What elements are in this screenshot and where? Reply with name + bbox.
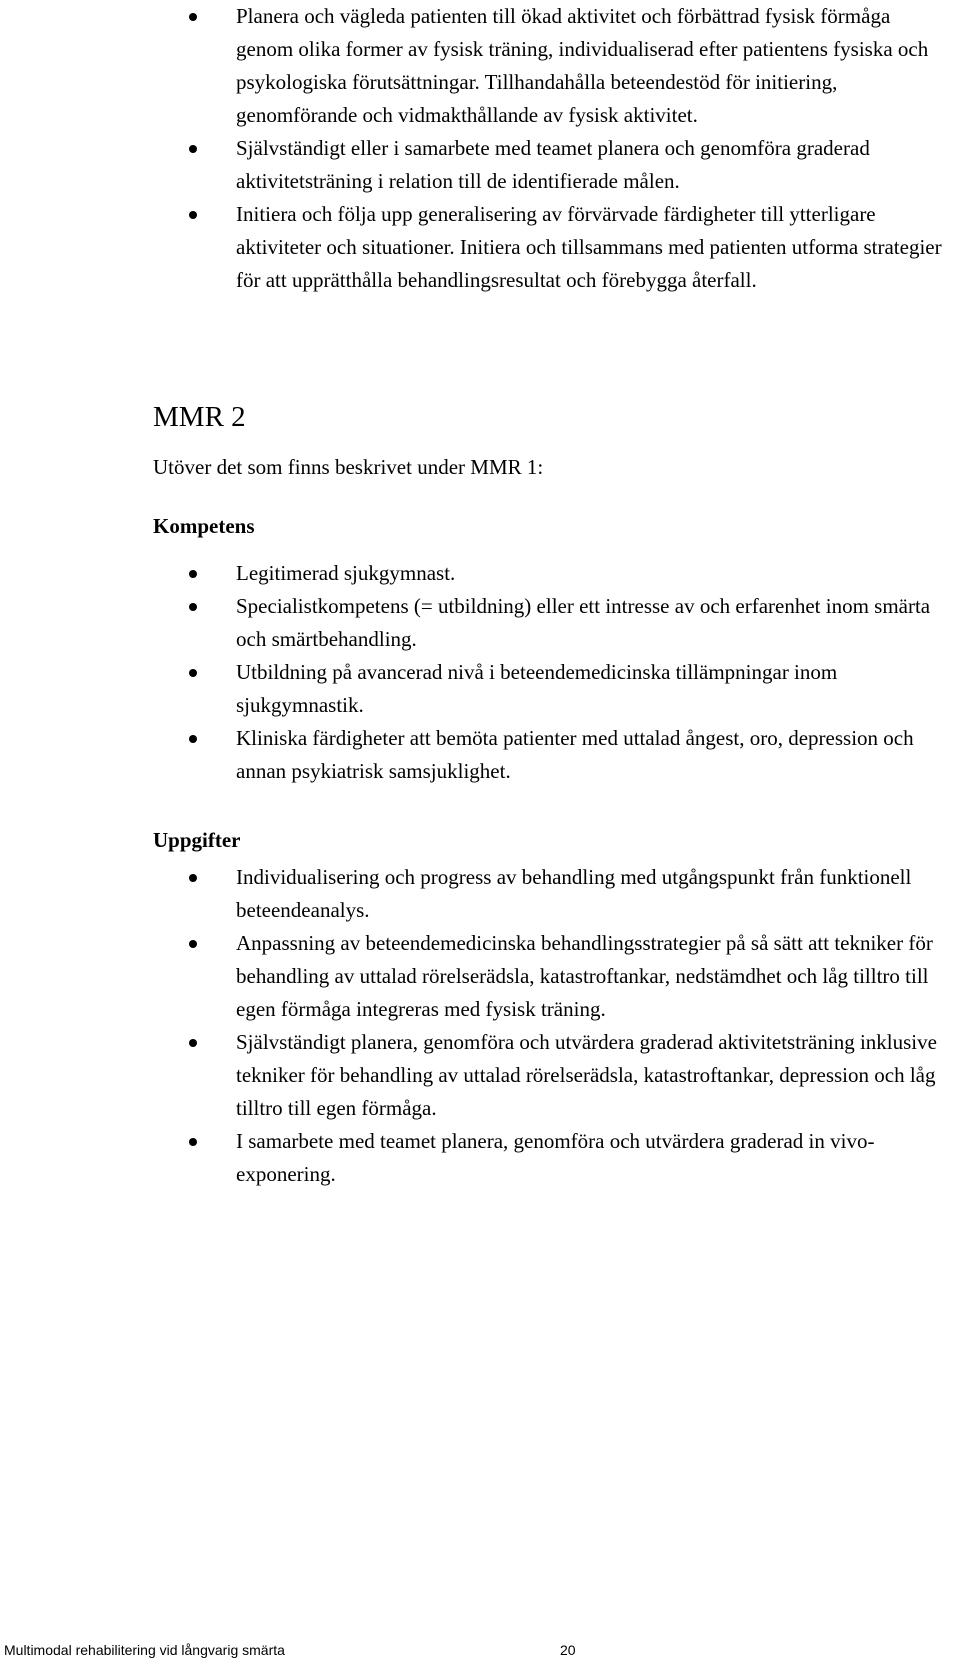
bullet-icon <box>189 145 197 153</box>
page-footer <box>0 1638 960 1662</box>
list-item <box>0 927 960 1026</box>
section-intro: Utöver det som finns beskrivet under MMR 1: <box>153 455 544 479</box>
list-item <box>0 861 960 927</box>
bullet-icon <box>189 603 197 611</box>
bullet-icon <box>189 940 197 948</box>
list-item <box>0 1026 960 1125</box>
task-list-mmr1 <box>0 0 960 297</box>
list-item-text: Självständigt planera, genomföra och utvärdera graderad aktivitetsträning inklusive tekniker för behandling av uttalad rörelserädsla, katastroftankar, depression och låg tilltro till egen förmåga. <box>236 1030 937 1120</box>
bullet-icon <box>189 1138 197 1146</box>
list-item <box>0 557 960 590</box>
footer-document-title: Multimodal rehabilitering vid långvarig smärta <box>4 1642 285 1658</box>
list-item <box>0 132 960 198</box>
list-item-text: Individualisering och progress av behandling med utgångspunkt från funktionell beteendeanalys. <box>236 865 912 922</box>
uppgifter-heading: Uppgifter <box>153 828 241 852</box>
list-item-text: Utbildning på avancerad nivå i beteendemedicinska tillämpningar inom sjukgymnastik. <box>236 660 838 717</box>
bullet-icon <box>189 735 197 743</box>
bullet-icon <box>189 570 197 578</box>
list-item-text: Planera och vägleda patienten till ökad aktivitet och förbättrad fysisk förmåga genom olika former av fysisk träning, individualiserad efter patientens fysiska och psykologiska förutsättningar. Tillhandahålla beteendestöd för initiering, genomförande och vidmakthållande av fysisk aktivitet. <box>236 4 929 127</box>
bullet-icon <box>189 211 197 219</box>
bullet-icon <box>189 669 197 677</box>
list-item <box>0 0 960 132</box>
list-item-text: Initiera och följa upp generalisering av förvärvade färdigheter till ytterligare aktiviteter och situationer. Initiera och tillsammans med patienten utforma strategier för att upprätthålla behandlingsresultat och förebygga återfall. <box>236 202 942 292</box>
list-item <box>0 1125 960 1191</box>
kompetens-heading: Kompetens <box>153 514 255 538</box>
section-title: MMR 2 <box>153 401 246 433</box>
list-item-text: Specialistkompetens (= utbildning) eller ett intresse av och erfarenhet inom smärta och smärtbehandling. <box>236 594 931 651</box>
bullet-icon <box>189 874 197 882</box>
list-item-text: Legitimerad sjukgymnast. <box>236 561 456 585</box>
list-item <box>0 722 960 788</box>
bullet-icon <box>189 1039 197 1047</box>
bullet-icon <box>189 13 197 21</box>
kompetens-list <box>0 557 960 788</box>
uppgifter-list <box>0 861 960 1191</box>
page-number: 20 <box>560 1642 576 1658</box>
list-item-text: I samarbete med teamet planera, genomföra och utvärdera graderad in vivo-exponering. <box>236 1129 875 1186</box>
list-item <box>0 198 960 297</box>
list-item-text: Kliniska färdigheter att bemöta patienter med uttalad ångest, oro, depression och annan psykiatrisk samsjuklighet. <box>236 726 914 783</box>
list-item <box>0 656 960 722</box>
list-item <box>0 590 960 656</box>
list-item-text: Anpassning av beteendemedicinska behandlingsstrategier på så sätt att tekniker för behandling av uttalad rörelserädsla, katastroftankar, nedstämdhet och låg tilltro till egen förmåga integreras med fysisk träning. <box>236 931 933 1021</box>
list-item-text: Självständigt eller i samarbete med teamet planera och genomföra graderad aktivitetsträning i relation till de identifierade målen. <box>236 136 870 193</box>
